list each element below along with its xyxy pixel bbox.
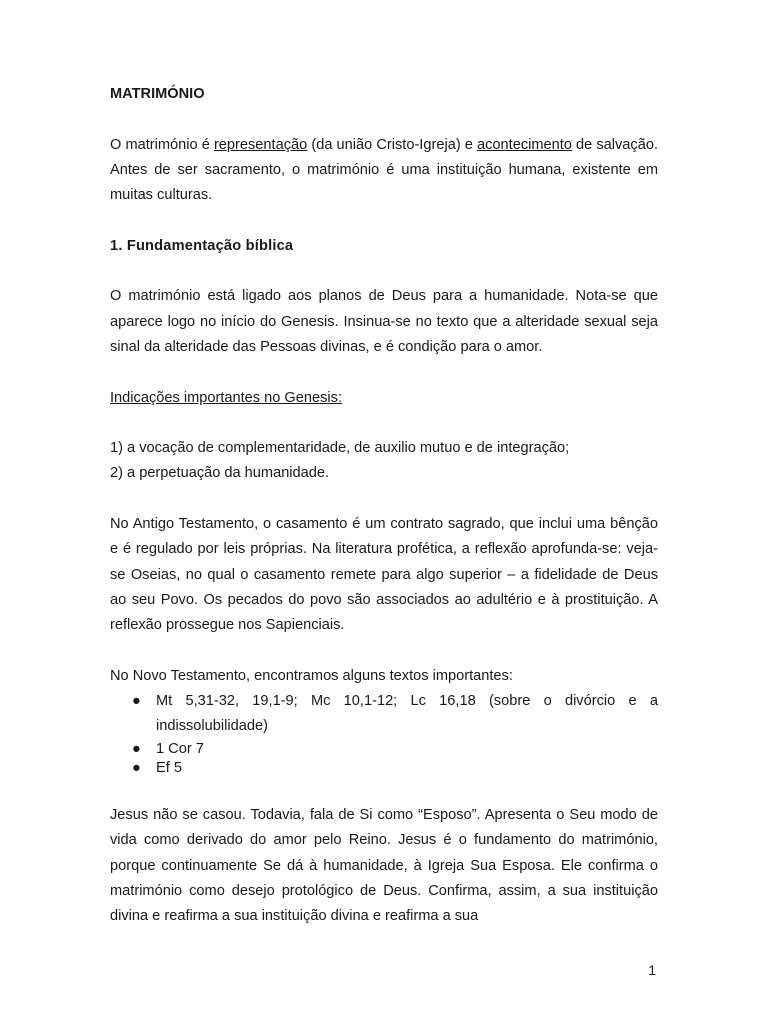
section-heading-fundamentacao: 1. Fundamentação bíblica (110, 237, 294, 254)
document-page (110, 82, 658, 930)
spacer (110, 208, 658, 233)
paragraph-jesus: Jesus não se casou. Todavia, fala de Si como “Esposo”. Apresenta o Seu modo de vida como derivado do amor pelo Reino. Jesus é o fundamento do matrimónio, porque continuamente Se dá à humanidade, à Igreja Sua Esposa. Ele confirma o matrimónio como desejo protológico de Deus. Confirma, assim, a sua instituição divina e reafirma a sua instituição divina e reafirma a sua (110, 807, 658, 925)
paragraph-antigo-testamento: No Antigo Testamento, o casamento é um contrato sagrado, que inclui uma bênção e é regulado por leis próprias. Na literatura profética, a reflexão aprofunda-se: veja-se Oseias, no qual o casamento remete para algo superior – a fidelidade de Deus ao seu Povo. Os pecados do povo são associados ao adultério e à prostituição. A reflexão prossegue nos Sapienciais. (110, 516, 658, 634)
genesis-subheading: Indicações importantes no Genesis: (110, 389, 343, 406)
genesis-item-2: 2) a perpetuação da humanidade. (110, 465, 330, 482)
list-item (110, 740, 658, 759)
intro-paragraph (110, 133, 658, 209)
spacer (110, 639, 658, 664)
genesis-item-1: 1) a vocação de complementaridade, de auxilio mutuo e de integração; (110, 440, 570, 457)
list-item (110, 759, 658, 778)
spacer (110, 487, 658, 512)
intro-text-b: (da união Cristo-Igreja) e (307, 136, 477, 153)
paragraph-planos-de-deus: O matrimónio está ligado aos planos de Deus para a humanidade. Nota-se que aparece logo no início do Genesis. Insinua-se no texto que a alteridade sexual seja sinal da alteridade das Pessoas divinas, e é condição para o amor. (110, 288, 658, 355)
spacer (110, 360, 658, 385)
list-item (110, 689, 658, 740)
bullet-icon: ● (132, 740, 141, 757)
list-item-text: Mt 5,31-32, 19,1-9; Mc 10,1-12; Lc 16,18 (sobre o divórcio e a indissolubilidade) (156, 693, 658, 735)
paragraph-novo-testamento: No Novo Testamento, encontramos alguns textos importantes: (110, 667, 513, 684)
spacer (110, 411, 658, 436)
bullet-icon: ● (132, 693, 141, 710)
bullet-icon: ● (132, 759, 141, 776)
document-title: MATRIMÓNIO (110, 86, 205, 102)
spacer (110, 778, 658, 803)
spacer (110, 259, 658, 284)
nt-texts-list (110, 689, 658, 778)
spacer (110, 107, 658, 132)
list-item-text: Ef 5 (156, 759, 182, 776)
intro-text-c: de salvação. Antes de ser sacramento, o matrimónio é uma instituição humana, existente em muitas culturas. (110, 136, 659, 204)
list-item-text: 1 Cor 7 (156, 740, 204, 757)
intro-text-a: O matrimónio é (110, 136, 214, 153)
underlined-representacao: representação (213, 136, 308, 153)
underlined-acontecimento: acontecimento (477, 136, 572, 153)
page-number: 1 (648, 962, 656, 978)
